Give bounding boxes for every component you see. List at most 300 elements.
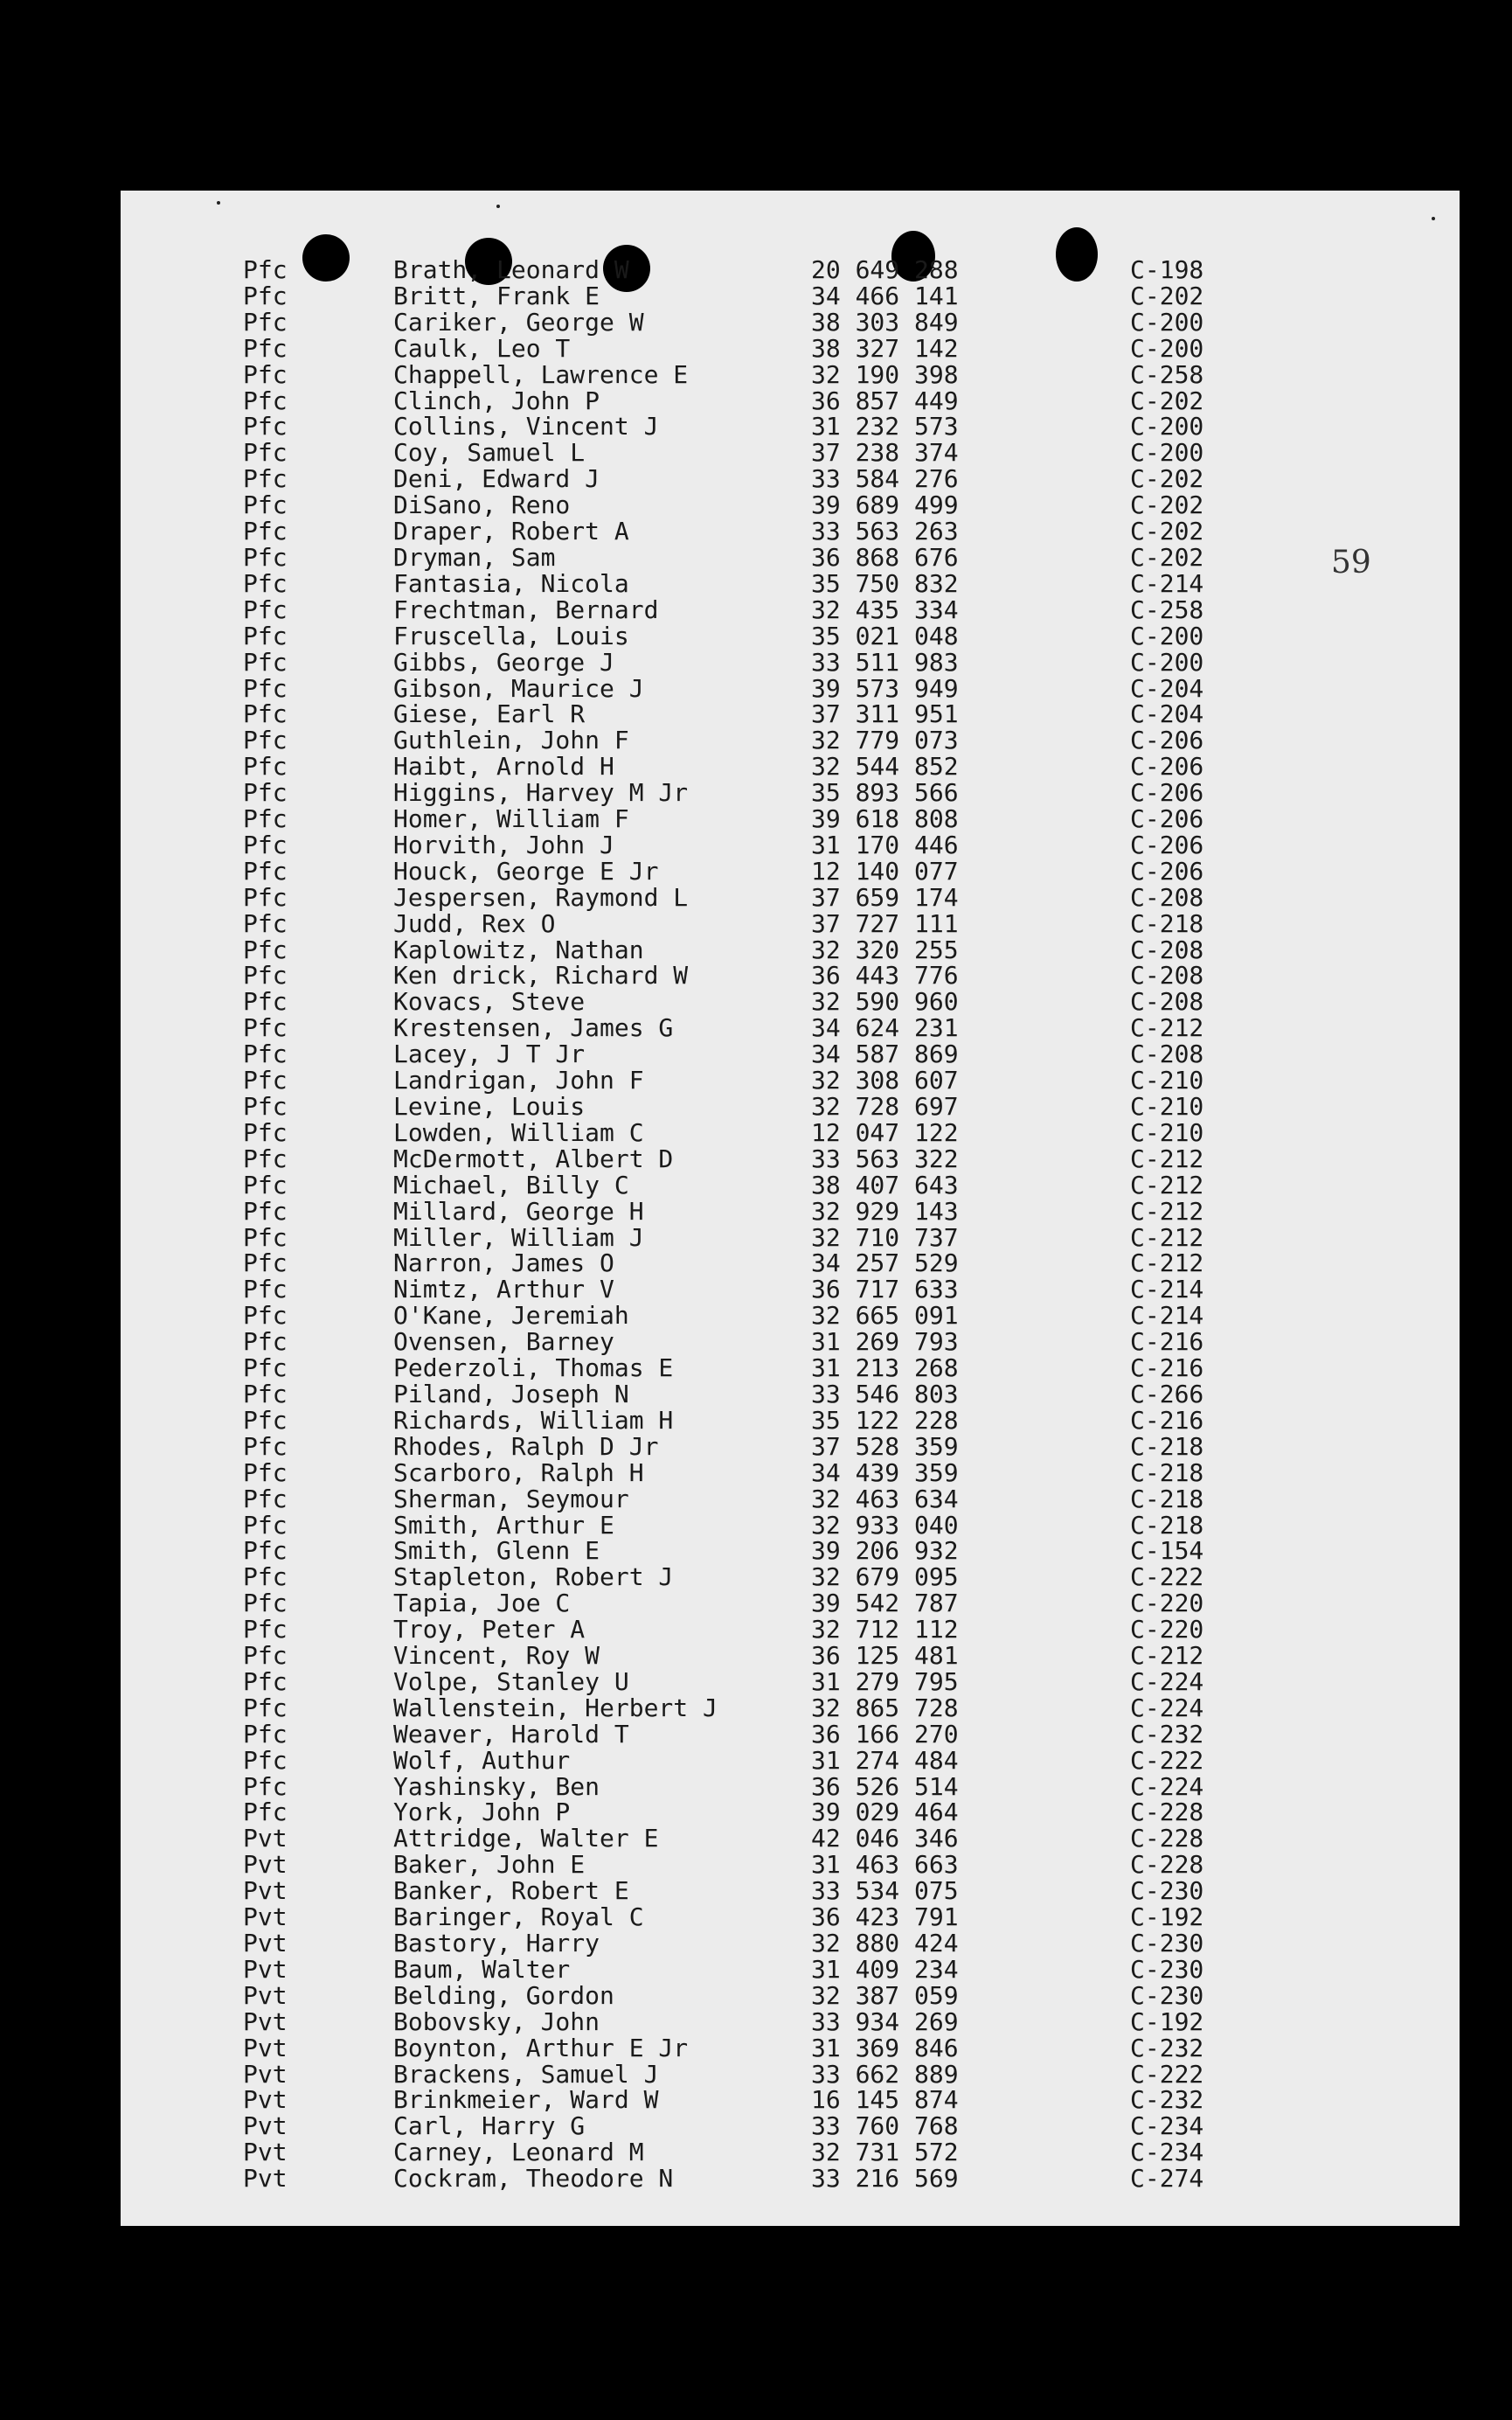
rank-cell: Pfc xyxy=(243,1040,288,1069)
unit-cell: C-230 xyxy=(1130,1876,1204,1906)
serial-number-cell: 39 618 808 xyxy=(811,804,959,834)
serial-number-cell: 32 435 334 xyxy=(811,595,959,624)
unit-cell: C-222 xyxy=(1130,2059,1204,2089)
roster-row xyxy=(121,1617,1460,1643)
unit-cell: C-214 xyxy=(1130,1275,1204,1304)
roster-row xyxy=(121,1146,1460,1172)
name-cell: Volpe, Stanley U xyxy=(393,1666,629,1696)
unit-cell: C-200 xyxy=(1130,412,1204,442)
roster-row xyxy=(121,1538,1460,1564)
unit-cell: C-202 xyxy=(1130,490,1204,520)
unit-cell: C-232 xyxy=(1130,1719,1204,1749)
serial-number-cell: 31 409 234 xyxy=(811,1954,959,1984)
unit-cell: C-204 xyxy=(1130,673,1204,703)
roster-row xyxy=(121,1222,1460,1252)
rank-cell: Pvt xyxy=(243,1980,288,2010)
serial-number-cell: 37 659 174 xyxy=(811,882,959,912)
roster-row xyxy=(121,1067,1460,1094)
name-cell: Lacey, J T Jr xyxy=(393,1040,586,1069)
name-cell: Smith, Glenn E xyxy=(393,1536,600,1566)
unit-cell: C-222 xyxy=(1130,1745,1204,1775)
rank-cell: Pfc xyxy=(243,412,288,442)
rank-cell: Pfc xyxy=(243,542,288,572)
rank-cell: Pfc xyxy=(243,517,288,546)
rank-cell: Pfc xyxy=(243,1771,288,1801)
serial-number-cell: 20 649 288 xyxy=(811,255,959,284)
unit-cell: C-200 xyxy=(1130,307,1204,337)
paper-speck xyxy=(217,201,220,205)
rank-cell: Pfc xyxy=(243,1562,288,1592)
name-cell: O'Kane, Jeremiah xyxy=(393,1301,629,1331)
unit-cell: C-218 xyxy=(1130,1484,1204,1513)
serial-number-cell: 38 327 142 xyxy=(811,333,959,363)
name-cell: Gibbs, George J xyxy=(393,647,614,677)
serial-number-cell: 37 727 111 xyxy=(811,908,959,938)
name-cell: Clinch, John P xyxy=(393,386,600,415)
serial-number-cell: 35 021 048 xyxy=(811,621,959,650)
roster-row xyxy=(121,2113,1460,2139)
rank-cell: Pfc xyxy=(243,1641,288,1671)
rank-cell: Pfc xyxy=(243,1092,288,1121)
unit-cell: C-204 xyxy=(1130,699,1204,729)
roster-row xyxy=(121,1329,1460,1355)
unit-cell: C-192 xyxy=(1130,2006,1204,2036)
name-cell: Lowden, William C xyxy=(393,1117,644,1147)
name-cell: Baker, John E xyxy=(393,1850,586,1880)
rank-cell: Pfc xyxy=(243,1327,288,1357)
rank-cell: Pfc xyxy=(243,1589,288,1618)
rank-cell: Pfc xyxy=(243,464,288,494)
name-cell: Britt, Frank E xyxy=(393,281,600,310)
serial-number-cell: 31 232 573 xyxy=(811,412,959,442)
serial-number-cell: 34 439 359 xyxy=(811,1457,959,1487)
name-cell: Wolf, Authur xyxy=(393,1745,571,1775)
name-cell: Nimtz, Arthur V xyxy=(393,1275,614,1304)
rank-cell: Pfc xyxy=(243,882,288,912)
roster-row xyxy=(121,1904,1460,1930)
rank-cell: Pfc xyxy=(243,1666,288,1696)
name-cell: Fruscella, Louis xyxy=(393,621,629,650)
rank-cell: Pfc xyxy=(243,1170,288,1200)
serial-number-cell: 33 534 075 xyxy=(811,1876,959,1906)
roster-row xyxy=(121,2166,1460,2192)
roster-row xyxy=(121,1457,1460,1487)
name-cell: Horvith, John J xyxy=(393,830,614,859)
roster-row xyxy=(121,542,1460,572)
roster-row xyxy=(121,359,1460,389)
name-cell: Frechtman, Bernard xyxy=(393,595,659,624)
name-cell: Collins, Vincent J xyxy=(393,412,659,442)
unit-cell: C-212 xyxy=(1130,1222,1204,1252)
roster-row xyxy=(121,1666,1460,1696)
roster-row xyxy=(121,780,1460,806)
rank-cell: Pvt xyxy=(243,1876,288,1906)
serial-number-cell: 34 466 141 xyxy=(811,281,959,310)
serial-number-cell: 36 166 270 xyxy=(811,1719,959,1749)
roster-row xyxy=(121,1980,1460,2010)
rank-cell: Pvt xyxy=(243,1902,288,1932)
name-cell: Kovacs, Steve xyxy=(393,987,586,1017)
name-cell: Pederzoli, Thomas E xyxy=(393,1353,674,1383)
rank-cell: Pfc xyxy=(243,490,288,520)
serial-number-cell: 32 679 095 xyxy=(811,1562,959,1592)
roster-row xyxy=(121,1745,1460,1775)
serial-number-cell: 34 587 869 xyxy=(811,1040,959,1069)
serial-number-cell: 33 934 269 xyxy=(811,2006,959,2036)
serial-number-cell: 31 463 663 xyxy=(811,1850,959,1880)
name-cell: Caulk, Leo T xyxy=(393,333,571,363)
unit-cell: C-212 xyxy=(1130,1013,1204,1043)
name-cell: Millard, George H xyxy=(393,1196,644,1226)
unit-cell: C-200 xyxy=(1130,333,1204,363)
rank-cell: Pfc xyxy=(243,1457,288,1487)
serial-number-cell: 33 511 983 xyxy=(811,647,959,677)
serial-number-cell: 36 125 481 xyxy=(811,1641,959,1671)
serial-number-cell: 32 933 040 xyxy=(811,1510,959,1540)
serial-number-cell: 31 269 793 xyxy=(811,1327,959,1357)
unit-cell: C-208 xyxy=(1130,935,1204,964)
serial-number-cell: 33 760 768 xyxy=(811,2111,959,2141)
roster-row xyxy=(121,388,1460,414)
roster-row xyxy=(121,989,1460,1015)
name-cell: Banker, Robert E xyxy=(393,1876,629,1906)
roster-row xyxy=(121,908,1460,938)
unit-cell: C-210 xyxy=(1130,1066,1204,1095)
roster-row xyxy=(121,937,1460,963)
serial-number-cell: 32 865 728 xyxy=(811,1693,959,1722)
document-page xyxy=(121,191,1460,2226)
unit-cell: C-214 xyxy=(1130,568,1204,598)
rank-cell: Pvt xyxy=(243,1929,288,1958)
unit-cell: C-258 xyxy=(1130,359,1204,389)
unit-cell: C-232 xyxy=(1130,2033,1204,2062)
unit-cell: C-210 xyxy=(1130,1092,1204,1121)
rank-cell: Pvt xyxy=(243,1824,288,1853)
name-cell: Richards, William H xyxy=(393,1405,674,1435)
name-cell: Piland, Joseph N xyxy=(393,1379,629,1408)
serial-number-cell: 36 423 791 xyxy=(811,1902,959,1932)
roster-row xyxy=(121,1512,1460,1539)
roster-row xyxy=(121,333,1460,363)
name-cell: Baringer, Royal C xyxy=(393,1902,644,1932)
rank-cell: Pfc xyxy=(243,1431,288,1461)
unit-cell: C-212 xyxy=(1130,1641,1204,1671)
unit-cell: C-224 xyxy=(1130,1693,1204,1722)
serial-number-cell: 31 170 446 xyxy=(811,830,959,859)
unit-cell: C-206 xyxy=(1130,778,1204,808)
unit-cell: C-202 xyxy=(1130,386,1204,415)
rank-cell: Pvt xyxy=(243,2059,288,2089)
name-cell: Miller, William J xyxy=(393,1222,644,1252)
unit-cell: C-202 xyxy=(1130,517,1204,546)
unit-cell: C-206 xyxy=(1130,752,1204,782)
serial-number-cell: 32 308 607 xyxy=(811,1066,959,1095)
roster-row xyxy=(121,1930,1460,1957)
unit-cell: C-230 xyxy=(1130,1980,1204,2010)
rank-cell: Pfc xyxy=(243,1275,288,1304)
roster-row xyxy=(121,2006,1460,2036)
name-cell: Sherman, Seymour xyxy=(393,1484,629,1513)
serial-number-cell: 32 665 091 xyxy=(811,1301,959,1331)
roster-row xyxy=(121,1721,1460,1748)
name-cell: Scarboro, Ralph H xyxy=(393,1457,644,1487)
rank-cell: Pfc xyxy=(243,908,288,938)
roster-row xyxy=(121,414,1460,440)
rank-cell: Pfc xyxy=(243,1745,288,1775)
roster-row xyxy=(121,832,1460,859)
unit-cell: C-232 xyxy=(1130,2085,1204,2115)
name-cell: Narron, James O xyxy=(393,1248,614,1278)
unit-cell: C-220 xyxy=(1130,1615,1204,1645)
name-cell: Troy, Peter A xyxy=(393,1615,586,1645)
serial-number-cell: 39 542 787 xyxy=(811,1589,959,1618)
rank-cell: Pfc xyxy=(243,281,288,310)
roster-row xyxy=(121,2059,1460,2089)
serial-number-cell: 33 563 263 xyxy=(811,517,959,546)
rank-cell: Pfc xyxy=(243,1066,288,1095)
rank-cell: Pfc xyxy=(243,726,288,755)
name-cell: Coy, Samuel L xyxy=(393,438,586,468)
name-cell: Carl, Harry G xyxy=(393,2111,586,2141)
roster-row xyxy=(121,257,1460,283)
roster-row xyxy=(121,1250,1460,1276)
unit-cell: C-208 xyxy=(1130,987,1204,1017)
serial-number-cell: 32 731 572 xyxy=(811,2138,959,2167)
roster-row xyxy=(121,1015,1460,1041)
serial-number-cell: 35 122 228 xyxy=(811,1405,959,1435)
roster-row xyxy=(121,1564,1460,1590)
roster-row xyxy=(121,283,1460,309)
serial-number-cell: 37 311 951 xyxy=(811,699,959,729)
name-cell: Weaver, Harold T xyxy=(393,1719,629,1749)
rank-cell: Pfc xyxy=(243,307,288,337)
name-cell: Cockram, Theodore N xyxy=(393,2164,674,2194)
serial-number-cell: 32 712 112 xyxy=(811,1615,959,1645)
name-cell: Ken drick, Richard W xyxy=(393,961,689,991)
rank-cell: Pfc xyxy=(243,1693,288,1722)
unit-cell: C-230 xyxy=(1130,1929,1204,1958)
name-cell: Cariker, George W xyxy=(393,307,644,337)
roster-row xyxy=(121,754,1460,780)
serial-number-cell: 35 893 566 xyxy=(811,778,959,808)
rank-cell: Pfc xyxy=(243,961,288,991)
roster-row xyxy=(121,1172,1460,1199)
roster-row xyxy=(121,1695,1460,1721)
serial-number-cell: 12 140 077 xyxy=(811,856,959,886)
rank-cell: Pvt xyxy=(243,2033,288,2062)
rank-cell: Pfc xyxy=(243,935,288,964)
unit-cell: C-212 xyxy=(1130,1170,1204,1200)
roster-row xyxy=(121,1771,1460,1801)
name-cell: Houck, George E Jr xyxy=(393,856,659,886)
unit-cell: C-154 xyxy=(1130,1536,1204,1566)
name-cell: Brinkmeier, Ward W xyxy=(393,2085,659,2115)
rank-cell: Pvt xyxy=(243,2111,288,2141)
roster-row xyxy=(121,1276,1460,1303)
serial-number-cell: 16 145 874 xyxy=(811,2085,959,2115)
rank-cell: Pfc xyxy=(243,255,288,284)
serial-number-cell: 36 717 633 xyxy=(811,1275,959,1304)
name-cell: Bobovsky, John xyxy=(393,2006,600,2036)
serial-number-cell: 38 303 849 xyxy=(811,307,959,337)
unit-cell: C-228 xyxy=(1130,1798,1204,1827)
rank-cell: Pfc xyxy=(243,856,288,886)
serial-number-cell: 39 573 949 xyxy=(811,673,959,703)
unit-cell: C-218 xyxy=(1130,1431,1204,1461)
rank-cell: Pfc xyxy=(243,647,288,677)
roster-row xyxy=(121,1303,1460,1329)
serial-number-cell: 37 238 374 xyxy=(811,438,959,468)
serial-number-cell: 32 590 960 xyxy=(811,987,959,1017)
roster-row xyxy=(121,1355,1460,1381)
name-cell: Attridge, Walter E xyxy=(393,1824,659,1853)
name-cell: Levine, Louis xyxy=(393,1092,586,1121)
serial-number-cell: 33 662 889 xyxy=(811,2059,959,2089)
unit-cell: C-202 xyxy=(1130,542,1204,572)
rank-cell: Pfc xyxy=(243,621,288,650)
roster-row xyxy=(121,1041,1460,1067)
name-cell: McDermott, Albert D xyxy=(393,1144,674,1173)
name-cell: Carney, Leonard M xyxy=(393,2138,644,2167)
name-cell: Draper, Robert A xyxy=(393,517,629,546)
unit-cell: C-202 xyxy=(1130,464,1204,494)
unit-cell: C-208 xyxy=(1130,961,1204,991)
roster-row xyxy=(121,673,1460,703)
unit-cell: C-208 xyxy=(1130,1040,1204,1069)
rank-cell: Pfc xyxy=(243,1248,288,1278)
unit-cell: C-210 xyxy=(1130,1117,1204,1147)
rank-cell: Pfc xyxy=(243,595,288,624)
name-cell: Baum, Walter xyxy=(393,1954,571,1984)
roster-list xyxy=(121,257,1460,2192)
name-cell: Brackens, Samuel J xyxy=(393,2059,659,2089)
serial-number-cell: 32 710 737 xyxy=(811,1222,959,1252)
unit-cell: C-200 xyxy=(1130,438,1204,468)
unit-cell: C-200 xyxy=(1130,621,1204,650)
rank-cell: Pvt xyxy=(243,2138,288,2167)
serial-number-cell: 36 526 514 xyxy=(811,1771,959,1801)
serial-number-cell: 31 369 846 xyxy=(811,2033,959,2062)
rank-cell: Pfc xyxy=(243,830,288,859)
name-cell: Fantasia, Nicola xyxy=(393,568,629,598)
name-cell: Belding, Gordon xyxy=(393,1980,614,2010)
roster-row xyxy=(121,1381,1460,1408)
name-cell: Krestensen, James G xyxy=(393,1013,674,1043)
roster-row xyxy=(121,1878,1460,1904)
serial-number-cell: 34 624 231 xyxy=(811,1013,959,1043)
roster-row xyxy=(121,1643,1460,1669)
serial-number-cell: 32 387 059 xyxy=(811,1980,959,2010)
unit-cell: C-206 xyxy=(1130,830,1204,859)
unit-cell: C-216 xyxy=(1130,1327,1204,1357)
serial-number-cell: 33 563 322 xyxy=(811,1144,959,1173)
roster-row xyxy=(121,1117,1460,1147)
paper-speck xyxy=(1432,217,1435,220)
name-cell: Guthlein, John F xyxy=(393,726,629,755)
serial-number-cell: 31 279 795 xyxy=(811,1666,959,1696)
roster-row xyxy=(121,623,1460,650)
roster-row xyxy=(121,1852,1460,1878)
roster-row xyxy=(121,518,1460,545)
rank-cell: Pfc xyxy=(243,1615,288,1645)
unit-cell: C-224 xyxy=(1130,1771,1204,1801)
roster-row xyxy=(121,1590,1460,1617)
serial-number-cell: 32 929 143 xyxy=(811,1196,959,1226)
serial-number-cell: 32 728 697 xyxy=(811,1092,959,1121)
name-cell: Higgins, Harvey M Jr xyxy=(393,778,689,808)
roster-row xyxy=(121,806,1460,832)
rank-cell: Pfc xyxy=(243,1301,288,1331)
unit-cell: C-230 xyxy=(1130,1954,1204,1984)
rank-cell: Pfc xyxy=(243,752,288,782)
rank-cell: Pvt xyxy=(243,1850,288,1880)
unit-cell: C-228 xyxy=(1130,1824,1204,1853)
name-cell: Gibson, Maurice J xyxy=(393,673,644,703)
roster-row xyxy=(121,466,1460,492)
unit-cell: C-228 xyxy=(1130,1850,1204,1880)
name-cell: Deni, Edward J xyxy=(393,464,600,494)
rank-cell: Pfc xyxy=(243,987,288,1017)
name-cell: Wallenstein, Herbert J xyxy=(393,1693,718,1722)
rank-cell: Pfc xyxy=(243,1144,288,1173)
rank-cell: Pfc xyxy=(243,359,288,389)
rank-cell: Pvt xyxy=(243,1954,288,1984)
rank-cell: Pvt xyxy=(243,2006,288,2036)
rank-cell: Pfc xyxy=(243,333,288,363)
unit-cell: C-212 xyxy=(1130,1144,1204,1173)
name-cell: York, John P xyxy=(393,1798,571,1827)
unit-cell: C-206 xyxy=(1130,856,1204,886)
rank-cell: Pfc xyxy=(243,1484,288,1513)
unit-cell: C-274 xyxy=(1130,2164,1204,2194)
unit-cell: C-202 xyxy=(1130,281,1204,310)
rank-cell: Pfc xyxy=(243,1117,288,1147)
name-cell: Kaplowitz, Nathan xyxy=(393,935,644,964)
roster-row xyxy=(121,597,1460,623)
rank-cell: Pfc xyxy=(243,1510,288,1540)
roster-row xyxy=(121,1405,1460,1435)
rank-cell: Pfc xyxy=(243,1353,288,1383)
serial-number-cell: 35 750 832 xyxy=(811,568,959,598)
roster-row xyxy=(121,2035,1460,2062)
name-cell: Judd, Rex O xyxy=(393,908,556,938)
name-cell: Jespersen, Raymond L xyxy=(393,882,689,912)
rank-cell: Pfc xyxy=(243,1719,288,1749)
name-cell: Stapleton, Robert J xyxy=(393,1562,674,1592)
unit-cell: C-218 xyxy=(1130,1457,1204,1487)
roster-row xyxy=(121,1799,1460,1825)
unit-cell: C-220 xyxy=(1130,1589,1204,1618)
name-cell: Chappell, Lawrence E xyxy=(393,359,689,389)
serial-number-cell: 38 407 643 xyxy=(811,1170,959,1200)
unit-cell: C-218 xyxy=(1130,1510,1204,1540)
rank-cell: Pfc xyxy=(243,1222,288,1252)
rank-cell: Pfc xyxy=(243,673,288,703)
roster-row xyxy=(121,647,1460,677)
unit-cell: C-222 xyxy=(1130,1562,1204,1592)
unit-cell: C-200 xyxy=(1130,647,1204,677)
roster-row xyxy=(121,701,1460,727)
serial-number-cell: 32 880 424 xyxy=(811,1929,959,1958)
roster-row xyxy=(121,1431,1460,1461)
serial-number-cell: 42 046 346 xyxy=(811,1824,959,1853)
name-cell: Landrigan, John F xyxy=(393,1066,644,1095)
unit-cell: C-218 xyxy=(1130,908,1204,938)
roster-row xyxy=(121,2139,1460,2166)
roster-row xyxy=(121,1094,1460,1120)
unit-cell: C-208 xyxy=(1130,882,1204,912)
unit-cell: C-206 xyxy=(1130,804,1204,834)
